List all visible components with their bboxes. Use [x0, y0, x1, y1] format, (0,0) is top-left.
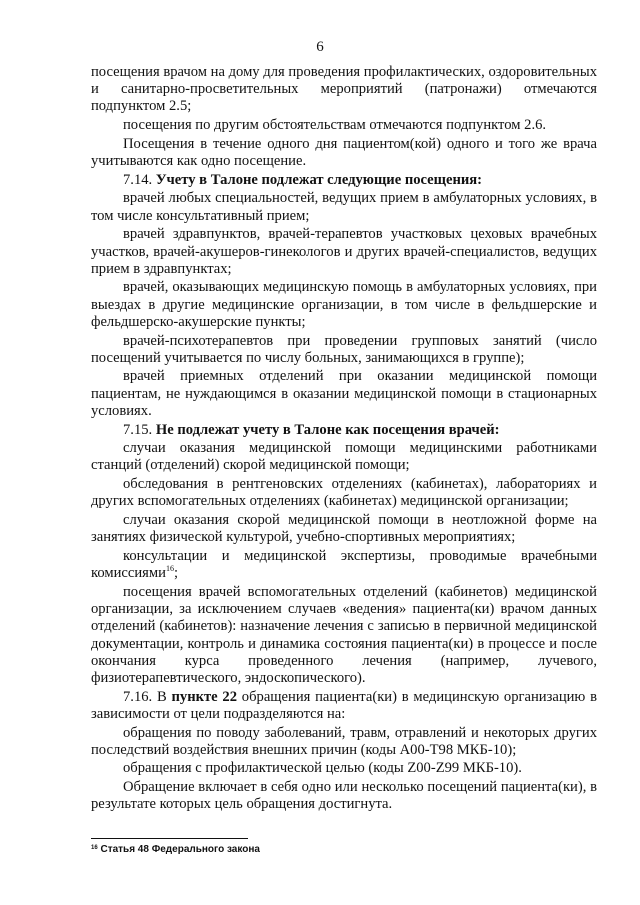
paragraph: посещения врачом на дому для проведения профилактических, оздоровительных и санитарно-просветительных мероприятий (патронажи) отмечаются подпунктом 2.5;	[91, 64, 597, 115]
paragraph: случаи оказания скорой медицинской помощи в неотложной форме на занятиях физической культурой, учебно-спортивных мероприятиях;	[91, 512, 597, 546]
page-number: 6	[316, 39, 324, 55]
paragraph: врачей, оказывающих медицинскую помощь в амбулаторных условиях, при выездах в другие медицинские организации, в том числе в фельдшерские и фельдшерско-акушерские пункты;	[91, 279, 597, 330]
footnote-ref[interactable]: 16	[165, 564, 174, 574]
section-number: 7.16. В	[123, 688, 167, 705]
paragraph: врачей здравпунктов, врачей-терапевтов участковых цеховых врачебных участков, врачей-акушеров-гинекологов и других врачей-специалистов, ведущих прием в здравпунктах;	[91, 226, 597, 277]
document-body	[91, 64, 597, 815]
paragraph: случаи оказания медицинской помощи медицинскими работниками станций (отделений) скорой медицинской помощи;	[91, 440, 597, 474]
paragraph: обращения с профилактической целью (коды Z00-Z99 МКБ-10).	[123, 760, 522, 777]
section-title: пункте 22	[171, 688, 238, 705]
section-heading-7-15: 7.15. Не подлежат учету в Талоне как посещения врачей:	[123, 421, 500, 438]
section-number: 7.14.	[123, 171, 153, 188]
section-title: Не подлежат учету в Талоне как посещения врачей	[155, 421, 495, 438]
footnote	[91, 844, 260, 855]
section-heading-7-16: 7.16. В пункте 22 обращения пациента(ки) в медицинскую организацию в зависимости от цели подразделяются на:	[91, 688, 597, 722]
footnote-text: Статья 48 Федерального закона	[100, 844, 260, 855]
paragraph: Обращение включает в себя одно или несколько посещений пациента(ки), в результате которых цель обращения достигнута.	[91, 779, 597, 813]
paragraph-with-footnote: консультации и медицинской экспертизы, проводимые врачебными комиссиями$^{16}$;	[91, 547, 597, 582]
paragraph: обследования в рентгеновских отделениях (кабинетах), лабораториях и других вспомогательных отделениях (кабинетах) медицинской организации;	[91, 476, 597, 510]
section-number: 7.15.	[123, 421, 153, 438]
paragraph: Посещения в течение одного дня пациентом(кой) одного и того же врача учитываются как одно посещение.	[91, 135, 597, 170]
paragraph: врачей-психотерапевтов при проведении групповых занятий (число посещений учитывается по числу больных, занимающихся в группе);	[91, 332, 597, 366]
paragraph: посещения врачей вспомогательных отделений (кабинетов) медицинской организации, за исключением случаев «ведения» пациента(ки) врачом данных отделений (кабинетов): назначение лечения с записью в первичной медицинской документации, контроль и динамика состояния пациента(ки) в процессе и после окончания курса проведенного лечения (например, лучевого, физиотерапевтического, эндоскопического).	[91, 583, 597, 686]
paragraph: посещения по другим обстоятельствам отмечаются подпунктом 2.6.	[123, 117, 547, 134]
section-heading-7-14: 7.14. Учету в Талоне подлежат следующие посещения:	[123, 171, 483, 188]
paragraph: врачей приемных отделений при оказании медицинской помощи пациентам, не нуждающимся в оказании медицинской помощи в стационарных условиях.	[91, 368, 597, 419]
footnote-divider	[91, 838, 248, 839]
footnote-mark: 16	[91, 845, 98, 851]
paragraph: врачей любых специальностей, ведущих прием в амбулаторных условиях, в том числе консультативный прием;	[91, 190, 597, 224]
paragraph: обращения по поводу заболеваний, травм, отравлений и некоторых других последствий воздействия внешних причин (коды А00-Т98 МКБ-10);	[91, 724, 597, 758]
section-title: Учету в Талоне подлежат следующие посещения	[155, 171, 478, 188]
